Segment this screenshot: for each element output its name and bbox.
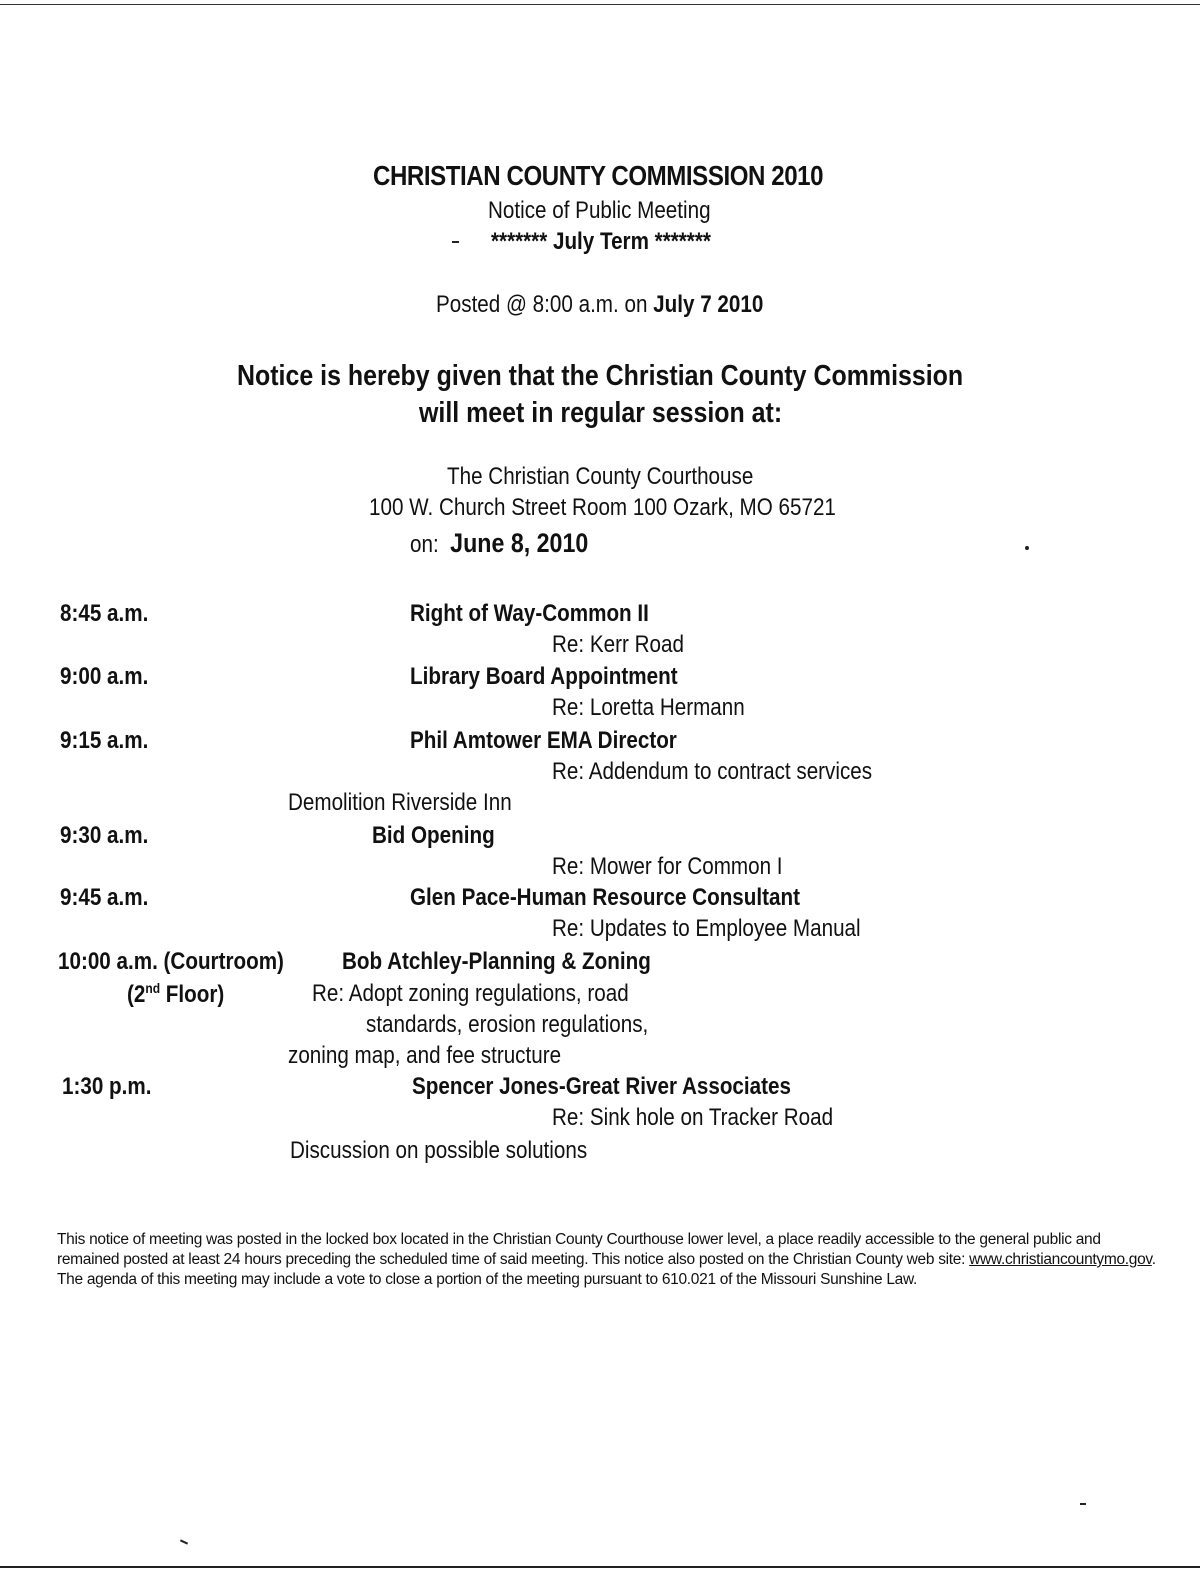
schedule-re: Re: Adopt zoning regulations, road (312, 980, 629, 1007)
document-title: CHRISTIAN COUNTY COMMISSION 2010 (373, 160, 824, 191)
schedule-re: Re: Addendum to contract services (552, 758, 873, 785)
schedule-re: Re: Loretta Hermann (552, 694, 745, 721)
schedule-time: 8:45 a.m. (60, 600, 149, 627)
document-subtitle: Notice of Public Meeting (487, 197, 711, 224)
schedule-extra: Demolition Riverside Inn (288, 789, 512, 816)
schedule-time: 9:15 a.m. (60, 727, 149, 754)
meeting-date: June 8, 2010 (450, 528, 589, 558)
schedule-time: 10:00 a.m. (Courtroom) (58, 948, 284, 975)
schedule-item: Right of Way-Common II (410, 600, 649, 627)
term-label: ******* July Term ******* (491, 228, 712, 255)
posted-date: July 7 2010 (652, 291, 764, 318)
schedule-re: Re: Updates to Employee Manual (552, 915, 861, 942)
schedule-re: Re: Sink hole on Tracker Road (552, 1104, 834, 1131)
schedule-time: 9:30 a.m. (60, 822, 149, 849)
schedule-room-floor: (2nd Floor) (127, 980, 225, 1008)
schedule-item: Phil Amtower EMA Director (410, 727, 677, 754)
scan-speck (452, 241, 459, 243)
posted-line: Posted @ 8:00 a.m. on July 7 2010 (435, 291, 764, 318)
schedule-item: Library Board Appointment (410, 663, 678, 690)
schedule-re-continued: standards, erosion regulations, (366, 1011, 649, 1038)
schedule-time: 9:45 a.m. (60, 884, 149, 911)
scan-border-top (0, 4, 1200, 5)
schedule-item: Glen Pace-Human Resource Consultant (410, 884, 800, 911)
schedule-re: Re: Kerr Road (552, 631, 684, 658)
schedule-time: 9:00 a.m. (60, 663, 149, 690)
footer-notice: This notice of meeting was posted in the locked box located in the Christian County Courthouse lower level, a place readily accessible to the general public and remained posted at least 24 hours preceding the scheduled time of said meeting. This notice also posted on the Christian County web site: www.christiancountymo.gov. The agenda of this meeting may include a vote to close a portion of the meeting pursuant to 610.021 of the Missouri Sunshine Law. (57, 1231, 1156, 1288)
scan-border-bottom (0, 1566, 1200, 1568)
location-name: The Christian County Courthouse (446, 463, 754, 490)
schedule-item: Bid Opening (372, 822, 495, 849)
scan-speck (180, 1539, 188, 1544)
schedule-time: 1:30 p.m. (62, 1073, 152, 1100)
location-address: 100 W. Church Street Room 100 Ozark, MO 65721 (368, 494, 836, 521)
website-link[interactable]: www.christiancountymo.gov (969, 1251, 1152, 1268)
notice-line-2: will meet in regular session at: (418, 397, 783, 429)
scan-speck (1080, 1503, 1086, 1505)
scan-speck (1025, 546, 1029, 550)
schedule-extra: Discussion on possible solutions (290, 1137, 588, 1164)
schedule-item: Spencer Jones-Great River Associates (412, 1073, 791, 1100)
notice-line-1: Notice is hereby given that the Christian County Commission (236, 360, 963, 392)
schedule-re: Re: Mower for Common I (552, 853, 783, 880)
meeting-date-line: on: June 8, 2010 (410, 528, 589, 558)
schedule-item: Bob Atchley-Planning & Zoning (342, 948, 651, 975)
schedule-re-continued: zoning map, and fee structure (288, 1042, 562, 1069)
